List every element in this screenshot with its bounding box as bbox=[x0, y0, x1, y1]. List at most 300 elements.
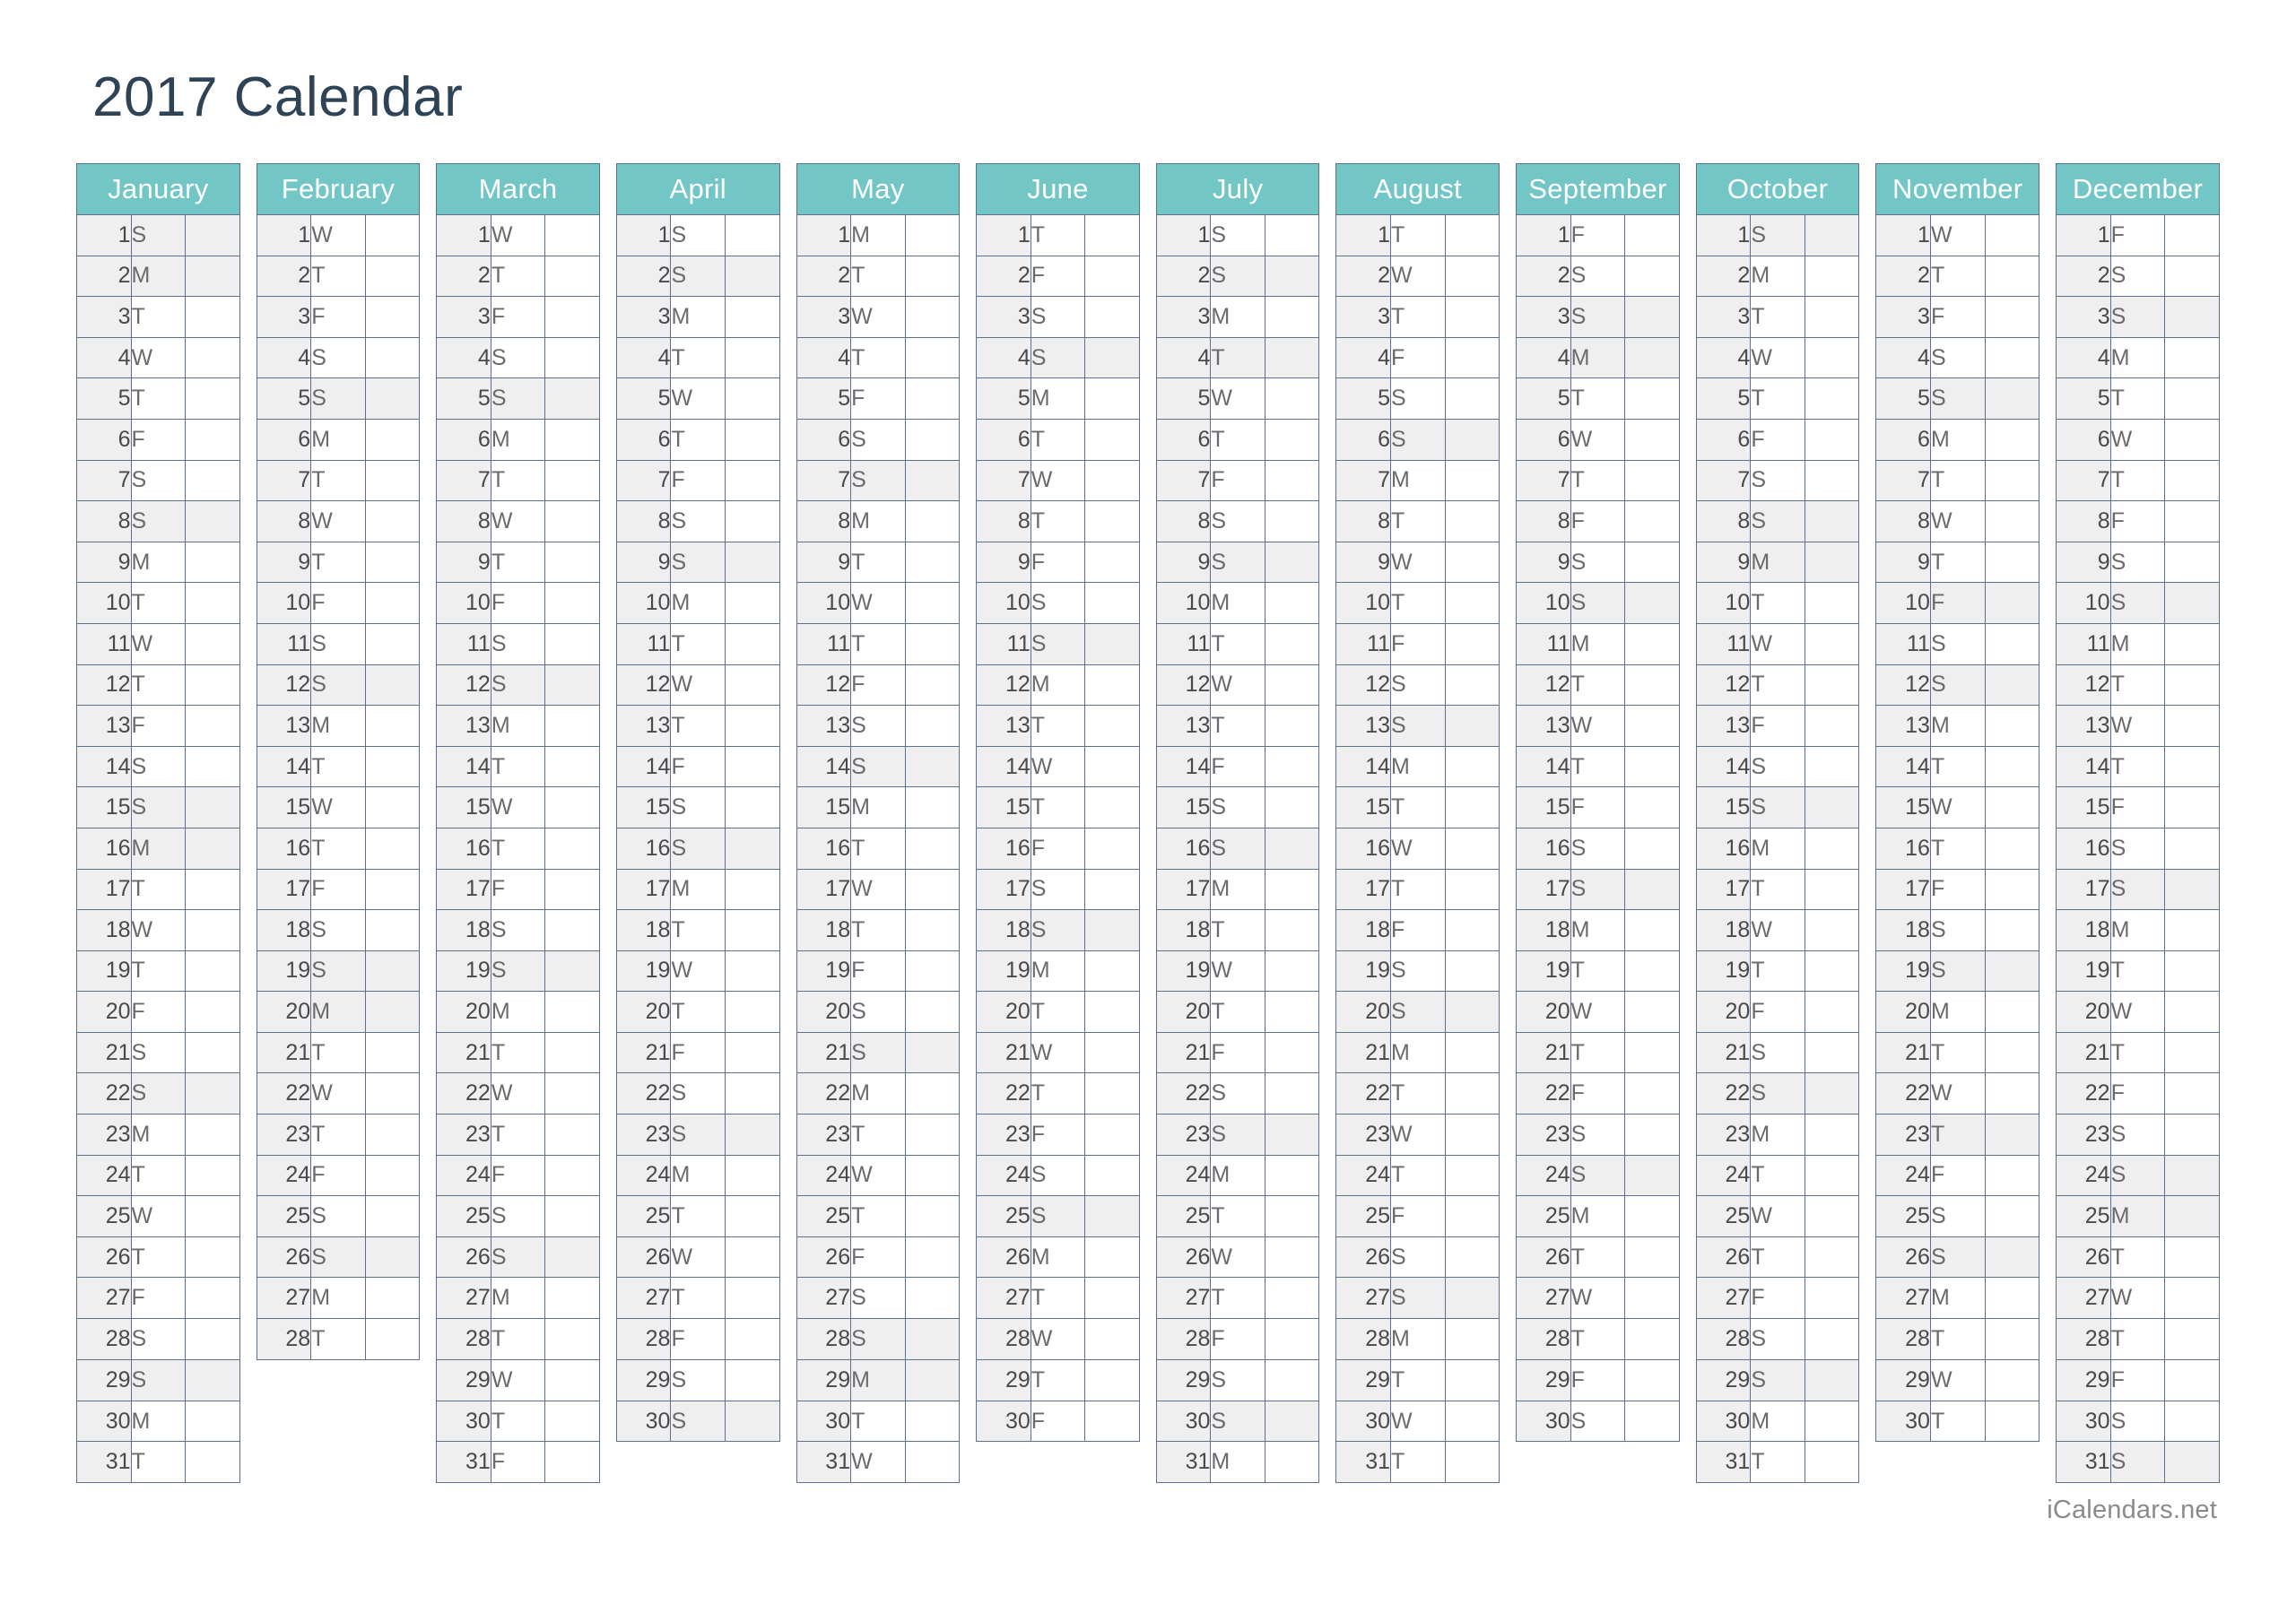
note-cell[interactable] bbox=[545, 1319, 600, 1360]
note-cell[interactable] bbox=[186, 664, 240, 706]
note-cell[interactable] bbox=[905, 950, 960, 992]
note-cell[interactable] bbox=[186, 583, 240, 624]
note-cell[interactable] bbox=[1085, 746, 1140, 787]
note-cell[interactable] bbox=[1085, 501, 1140, 542]
note-cell[interactable] bbox=[1805, 297, 1859, 338]
note-cell[interactable] bbox=[726, 1115, 780, 1156]
note-cell[interactable] bbox=[1265, 746, 1319, 787]
note-cell[interactable] bbox=[2165, 215, 2220, 256]
note-cell[interactable] bbox=[1085, 706, 1140, 747]
note-cell[interactable] bbox=[365, 297, 420, 338]
note-cell[interactable] bbox=[1625, 1032, 1680, 1073]
note-cell[interactable] bbox=[1805, 1401, 1859, 1442]
note-cell[interactable] bbox=[186, 419, 240, 460]
note-cell[interactable] bbox=[1265, 337, 1319, 378]
note-cell[interactable] bbox=[365, 337, 420, 378]
note-cell[interactable] bbox=[2165, 460, 2220, 501]
note-cell[interactable] bbox=[905, 337, 960, 378]
note-cell[interactable] bbox=[1445, 664, 1500, 706]
note-cell[interactable] bbox=[1625, 378, 1680, 420]
note-cell[interactable] bbox=[186, 706, 240, 747]
note-cell[interactable] bbox=[2165, 623, 2220, 664]
note-cell[interactable] bbox=[2165, 1278, 2220, 1319]
note-cell[interactable] bbox=[905, 1401, 960, 1442]
note-cell[interactable] bbox=[1625, 664, 1680, 706]
note-cell[interactable] bbox=[726, 746, 780, 787]
note-cell[interactable] bbox=[1085, 828, 1140, 869]
note-cell[interactable] bbox=[905, 1115, 960, 1156]
note-cell[interactable] bbox=[1985, 746, 2039, 787]
note-cell[interactable] bbox=[545, 664, 600, 706]
note-cell[interactable] bbox=[1625, 1115, 1680, 1156]
note-cell[interactable] bbox=[905, 419, 960, 460]
note-cell[interactable] bbox=[1085, 1359, 1140, 1401]
note-cell[interactable] bbox=[1805, 378, 1859, 420]
note-cell[interactable] bbox=[1625, 1236, 1680, 1278]
note-cell[interactable] bbox=[365, 583, 420, 624]
note-cell[interactable] bbox=[1805, 706, 1859, 747]
note-cell[interactable] bbox=[1085, 1032, 1140, 1073]
note-cell[interactable] bbox=[2165, 419, 2220, 460]
note-cell[interactable] bbox=[1445, 542, 1500, 583]
note-cell[interactable] bbox=[905, 910, 960, 951]
note-cell[interactable] bbox=[1265, 378, 1319, 420]
note-cell[interactable] bbox=[905, 1032, 960, 1073]
note-cell[interactable] bbox=[2165, 992, 2220, 1033]
note-cell[interactable] bbox=[1445, 215, 1500, 256]
note-cell[interactable] bbox=[1085, 297, 1140, 338]
note-cell[interactable] bbox=[1985, 1032, 2039, 1073]
note-cell[interactable] bbox=[1625, 542, 1680, 583]
note-cell[interactable] bbox=[2165, 910, 2220, 951]
note-cell[interactable] bbox=[1085, 1401, 1140, 1442]
note-cell[interactable] bbox=[1625, 1278, 1680, 1319]
note-cell[interactable] bbox=[726, 706, 780, 747]
note-cell[interactable] bbox=[905, 828, 960, 869]
note-cell[interactable] bbox=[726, 787, 780, 828]
note-cell[interactable] bbox=[1805, 1196, 1859, 1237]
note-cell[interactable] bbox=[545, 583, 600, 624]
note-cell[interactable] bbox=[1445, 623, 1500, 664]
note-cell[interactable] bbox=[186, 910, 240, 951]
note-cell[interactable] bbox=[1625, 787, 1680, 828]
note-cell[interactable] bbox=[1265, 542, 1319, 583]
note-cell[interactable] bbox=[365, 501, 420, 542]
note-cell[interactable] bbox=[1625, 623, 1680, 664]
note-cell[interactable] bbox=[1625, 746, 1680, 787]
note-cell[interactable] bbox=[186, 337, 240, 378]
note-cell[interactable] bbox=[726, 1278, 780, 1319]
note-cell[interactable] bbox=[1625, 1319, 1680, 1360]
note-cell[interactable] bbox=[1085, 460, 1140, 501]
note-cell[interactable] bbox=[1085, 992, 1140, 1033]
note-cell[interactable] bbox=[1265, 256, 1319, 297]
note-cell[interactable] bbox=[1265, 583, 1319, 624]
note-cell[interactable] bbox=[1265, 1196, 1319, 1237]
note-cell[interactable] bbox=[545, 828, 600, 869]
note-cell[interactable] bbox=[1445, 1442, 1500, 1483]
note-cell[interactable] bbox=[1445, 460, 1500, 501]
note-cell[interactable] bbox=[365, 378, 420, 420]
note-cell[interactable] bbox=[2165, 869, 2220, 910]
note-cell[interactable] bbox=[1805, 950, 1859, 992]
note-cell[interactable] bbox=[1625, 501, 1680, 542]
note-cell[interactable] bbox=[1805, 1236, 1859, 1278]
note-cell[interactable] bbox=[1445, 256, 1500, 297]
note-cell[interactable] bbox=[726, 1359, 780, 1401]
note-cell[interactable] bbox=[1445, 583, 1500, 624]
note-cell[interactable] bbox=[1805, 542, 1859, 583]
note-cell[interactable] bbox=[1085, 1196, 1140, 1237]
note-cell[interactable] bbox=[726, 583, 780, 624]
note-cell[interactable] bbox=[1805, 1032, 1859, 1073]
note-cell[interactable] bbox=[905, 1442, 960, 1483]
note-cell[interactable] bbox=[1985, 664, 2039, 706]
note-cell[interactable] bbox=[1085, 910, 1140, 951]
note-cell[interactable] bbox=[1445, 992, 1500, 1033]
note-cell[interactable] bbox=[2165, 1319, 2220, 1360]
note-cell[interactable] bbox=[186, 828, 240, 869]
note-cell[interactable] bbox=[545, 460, 600, 501]
note-cell[interactable] bbox=[1265, 1359, 1319, 1401]
note-cell[interactable] bbox=[365, 706, 420, 747]
note-cell[interactable] bbox=[1805, 1442, 1859, 1483]
note-cell[interactable] bbox=[726, 869, 780, 910]
note-cell[interactable] bbox=[1265, 1155, 1319, 1196]
note-cell[interactable] bbox=[726, 910, 780, 951]
note-cell[interactable] bbox=[1445, 1359, 1500, 1401]
note-cell[interactable] bbox=[186, 1319, 240, 1360]
note-cell[interactable] bbox=[365, 1073, 420, 1115]
note-cell[interactable] bbox=[186, 501, 240, 542]
note-cell[interactable] bbox=[1445, 1278, 1500, 1319]
note-cell[interactable] bbox=[365, 623, 420, 664]
note-cell[interactable] bbox=[905, 378, 960, 420]
note-cell[interactable] bbox=[1625, 1359, 1680, 1401]
note-cell[interactable] bbox=[1445, 706, 1500, 747]
note-cell[interactable] bbox=[1985, 297, 2039, 338]
note-cell[interactable] bbox=[186, 1278, 240, 1319]
note-cell[interactable] bbox=[545, 419, 600, 460]
note-cell[interactable] bbox=[545, 950, 600, 992]
note-cell[interactable] bbox=[365, 664, 420, 706]
note-cell[interactable] bbox=[1085, 664, 1140, 706]
note-cell[interactable] bbox=[365, 746, 420, 787]
note-cell[interactable] bbox=[1985, 542, 2039, 583]
note-cell[interactable] bbox=[2165, 664, 2220, 706]
note-cell[interactable] bbox=[365, 950, 420, 992]
note-cell[interactable] bbox=[1805, 746, 1859, 787]
note-cell[interactable] bbox=[905, 1319, 960, 1360]
note-cell[interactable] bbox=[1265, 787, 1319, 828]
note-cell[interactable] bbox=[2165, 1073, 2220, 1115]
note-cell[interactable] bbox=[2165, 297, 2220, 338]
note-cell[interactable] bbox=[545, 1278, 600, 1319]
note-cell[interactable] bbox=[726, 1196, 780, 1237]
note-cell[interactable] bbox=[726, 215, 780, 256]
note-cell[interactable] bbox=[905, 215, 960, 256]
note-cell[interactable] bbox=[1445, 1155, 1500, 1196]
note-cell[interactable] bbox=[1085, 1115, 1140, 1156]
note-cell[interactable] bbox=[186, 1236, 240, 1278]
note-cell[interactable] bbox=[726, 623, 780, 664]
note-cell[interactable] bbox=[365, 542, 420, 583]
note-cell[interactable] bbox=[1805, 828, 1859, 869]
note-cell[interactable] bbox=[186, 542, 240, 583]
note-cell[interactable] bbox=[905, 992, 960, 1033]
note-cell[interactable] bbox=[1445, 297, 1500, 338]
note-cell[interactable] bbox=[365, 256, 420, 297]
note-cell[interactable] bbox=[1265, 460, 1319, 501]
note-cell[interactable] bbox=[1805, 1115, 1859, 1156]
note-cell[interactable] bbox=[1445, 1115, 1500, 1156]
note-cell[interactable] bbox=[1985, 1115, 2039, 1156]
note-cell[interactable] bbox=[365, 1115, 420, 1156]
note-cell[interactable] bbox=[905, 1155, 960, 1196]
note-cell[interactable] bbox=[1085, 1278, 1140, 1319]
note-cell[interactable] bbox=[2165, 1442, 2220, 1483]
note-cell[interactable] bbox=[2165, 746, 2220, 787]
note-cell[interactable] bbox=[1985, 215, 2039, 256]
note-cell[interactable] bbox=[1625, 1155, 1680, 1196]
note-cell[interactable] bbox=[1265, 419, 1319, 460]
note-cell[interactable] bbox=[186, 1073, 240, 1115]
note-cell[interactable] bbox=[1445, 828, 1500, 869]
note-cell[interactable] bbox=[1445, 1236, 1500, 1278]
note-cell[interactable] bbox=[1085, 1155, 1140, 1196]
note-cell[interactable] bbox=[1265, 215, 1319, 256]
note-cell[interactable] bbox=[1805, 1278, 1859, 1319]
note-cell[interactable] bbox=[365, 215, 420, 256]
note-cell[interactable] bbox=[2165, 542, 2220, 583]
note-cell[interactable] bbox=[905, 1196, 960, 1237]
note-cell[interactable] bbox=[365, 1196, 420, 1237]
note-cell[interactable] bbox=[545, 337, 600, 378]
note-cell[interactable] bbox=[1985, 1319, 2039, 1360]
note-cell[interactable] bbox=[1085, 1236, 1140, 1278]
note-cell[interactable] bbox=[1985, 501, 2039, 542]
note-cell[interactable] bbox=[726, 542, 780, 583]
note-cell[interactable] bbox=[1445, 1319, 1500, 1360]
note-cell[interactable] bbox=[726, 297, 780, 338]
note-cell[interactable] bbox=[1085, 787, 1140, 828]
note-cell[interactable] bbox=[1445, 746, 1500, 787]
note-cell[interactable] bbox=[1985, 1196, 2039, 1237]
note-cell[interactable] bbox=[905, 787, 960, 828]
note-cell[interactable] bbox=[1445, 1196, 1500, 1237]
note-cell[interactable] bbox=[2165, 1155, 2220, 1196]
note-cell[interactable] bbox=[545, 746, 600, 787]
note-cell[interactable] bbox=[1985, 623, 2039, 664]
note-cell[interactable] bbox=[1265, 992, 1319, 1033]
note-cell[interactable] bbox=[1445, 1401, 1500, 1442]
note-cell[interactable] bbox=[726, 1319, 780, 1360]
note-cell[interactable] bbox=[365, 419, 420, 460]
note-cell[interactable] bbox=[1085, 1319, 1140, 1360]
note-cell[interactable] bbox=[2165, 1115, 2220, 1156]
note-cell[interactable] bbox=[1085, 1073, 1140, 1115]
note-cell[interactable] bbox=[2165, 787, 2220, 828]
note-cell[interactable] bbox=[1085, 623, 1140, 664]
note-cell[interactable] bbox=[545, 1155, 600, 1196]
note-cell[interactable] bbox=[1265, 869, 1319, 910]
note-cell[interactable] bbox=[1985, 910, 2039, 951]
note-cell[interactable] bbox=[1445, 419, 1500, 460]
note-cell[interactable] bbox=[1625, 869, 1680, 910]
note-cell[interactable] bbox=[726, 664, 780, 706]
note-cell[interactable] bbox=[186, 746, 240, 787]
note-cell[interactable] bbox=[545, 1236, 600, 1278]
note-cell[interactable] bbox=[1805, 256, 1859, 297]
note-cell[interactable] bbox=[1625, 215, 1680, 256]
note-cell[interactable] bbox=[1625, 583, 1680, 624]
note-cell[interactable] bbox=[186, 787, 240, 828]
note-cell[interactable] bbox=[1085, 337, 1140, 378]
note-cell[interactable] bbox=[1805, 460, 1859, 501]
note-cell[interactable] bbox=[905, 1359, 960, 1401]
note-cell[interactable] bbox=[1445, 501, 1500, 542]
note-cell[interactable] bbox=[186, 1196, 240, 1237]
note-cell[interactable] bbox=[186, 256, 240, 297]
note-cell[interactable] bbox=[1625, 1073, 1680, 1115]
note-cell[interactable] bbox=[2165, 501, 2220, 542]
note-cell[interactable] bbox=[1445, 337, 1500, 378]
note-cell[interactable] bbox=[1805, 910, 1859, 951]
note-cell[interactable] bbox=[1625, 256, 1680, 297]
note-cell[interactable] bbox=[1985, 419, 2039, 460]
note-cell[interactable] bbox=[186, 1359, 240, 1401]
note-cell[interactable] bbox=[545, 992, 600, 1033]
note-cell[interactable] bbox=[365, 1032, 420, 1073]
note-cell[interactable] bbox=[545, 1196, 600, 1237]
note-cell[interactable] bbox=[1625, 1196, 1680, 1237]
note-cell[interactable] bbox=[545, 787, 600, 828]
note-cell[interactable] bbox=[365, 828, 420, 869]
note-cell[interactable] bbox=[2165, 256, 2220, 297]
note-cell[interactable] bbox=[726, 1155, 780, 1196]
note-cell[interactable] bbox=[1805, 992, 1859, 1033]
note-cell[interactable] bbox=[1985, 337, 2039, 378]
note-cell[interactable] bbox=[1265, 623, 1319, 664]
note-cell[interactable] bbox=[1265, 950, 1319, 992]
note-cell[interactable] bbox=[726, 460, 780, 501]
note-cell[interactable] bbox=[545, 501, 600, 542]
note-cell[interactable] bbox=[186, 378, 240, 420]
note-cell[interactable] bbox=[1445, 869, 1500, 910]
note-cell[interactable] bbox=[186, 1401, 240, 1442]
note-cell[interactable] bbox=[1265, 1236, 1319, 1278]
note-cell[interactable] bbox=[1625, 419, 1680, 460]
note-cell[interactable] bbox=[545, 706, 600, 747]
note-cell[interactable] bbox=[1985, 1155, 2039, 1196]
note-cell[interactable] bbox=[726, 501, 780, 542]
note-cell[interactable] bbox=[726, 1032, 780, 1073]
note-cell[interactable] bbox=[186, 1032, 240, 1073]
note-cell[interactable] bbox=[1085, 542, 1140, 583]
note-cell[interactable] bbox=[1265, 1319, 1319, 1360]
note-cell[interactable] bbox=[905, 583, 960, 624]
note-cell[interactable] bbox=[545, 1359, 600, 1401]
note-cell[interactable] bbox=[1445, 1032, 1500, 1073]
note-cell[interactable] bbox=[545, 623, 600, 664]
note-cell[interactable] bbox=[1085, 256, 1140, 297]
note-cell[interactable] bbox=[186, 992, 240, 1033]
note-cell[interactable] bbox=[1805, 419, 1859, 460]
note-cell[interactable] bbox=[905, 501, 960, 542]
note-cell[interactable] bbox=[545, 1032, 600, 1073]
note-cell[interactable] bbox=[1985, 787, 2039, 828]
note-cell[interactable] bbox=[1805, 623, 1859, 664]
note-cell[interactable] bbox=[365, 1278, 420, 1319]
note-cell[interactable] bbox=[186, 1115, 240, 1156]
note-cell[interactable] bbox=[1625, 297, 1680, 338]
note-cell[interactable] bbox=[1265, 828, 1319, 869]
note-cell[interactable] bbox=[1985, 828, 2039, 869]
note-cell[interactable] bbox=[1265, 1278, 1319, 1319]
note-cell[interactable] bbox=[1625, 337, 1680, 378]
note-cell[interactable] bbox=[1805, 501, 1859, 542]
note-cell[interactable] bbox=[1265, 1073, 1319, 1115]
note-cell[interactable] bbox=[1265, 1401, 1319, 1442]
note-cell[interactable] bbox=[186, 1442, 240, 1483]
note-cell[interactable] bbox=[1985, 378, 2039, 420]
note-cell[interactable] bbox=[1985, 256, 2039, 297]
note-cell[interactable] bbox=[186, 950, 240, 992]
note-cell[interactable] bbox=[905, 623, 960, 664]
note-cell[interactable] bbox=[1445, 378, 1500, 420]
note-cell[interactable] bbox=[1265, 1115, 1319, 1156]
note-cell[interactable] bbox=[726, 992, 780, 1033]
note-cell[interactable] bbox=[1085, 419, 1140, 460]
note-cell[interactable] bbox=[1625, 910, 1680, 951]
note-cell[interactable] bbox=[1445, 910, 1500, 951]
note-cell[interactable] bbox=[186, 460, 240, 501]
note-cell[interactable] bbox=[2165, 337, 2220, 378]
note-cell[interactable] bbox=[726, 1401, 780, 1442]
note-cell[interactable] bbox=[1265, 706, 1319, 747]
note-cell[interactable] bbox=[1085, 378, 1140, 420]
note-cell[interactable] bbox=[1985, 992, 2039, 1033]
note-cell[interactable] bbox=[1265, 664, 1319, 706]
note-cell[interactable] bbox=[1805, 664, 1859, 706]
note-cell[interactable] bbox=[1985, 950, 2039, 992]
note-cell[interactable] bbox=[1985, 1278, 2039, 1319]
note-cell[interactable] bbox=[365, 910, 420, 951]
note-cell[interactable] bbox=[1985, 706, 2039, 747]
note-cell[interactable] bbox=[1445, 787, 1500, 828]
note-cell[interactable] bbox=[365, 992, 420, 1033]
note-cell[interactable] bbox=[905, 297, 960, 338]
note-cell[interactable] bbox=[186, 215, 240, 256]
note-cell[interactable] bbox=[1805, 787, 1859, 828]
note-cell[interactable] bbox=[1985, 1073, 2039, 1115]
note-cell[interactable] bbox=[1625, 706, 1680, 747]
note-cell[interactable] bbox=[1985, 460, 2039, 501]
note-cell[interactable] bbox=[545, 1115, 600, 1156]
note-cell[interactable] bbox=[726, 1073, 780, 1115]
note-cell[interactable] bbox=[1805, 583, 1859, 624]
note-cell[interactable] bbox=[1985, 583, 2039, 624]
note-cell[interactable] bbox=[905, 706, 960, 747]
note-cell[interactable] bbox=[905, 664, 960, 706]
note-cell[interactable] bbox=[726, 337, 780, 378]
note-cell[interactable] bbox=[545, 297, 600, 338]
note-cell[interactable] bbox=[1985, 1401, 2039, 1442]
note-cell[interactable] bbox=[365, 1319, 420, 1360]
note-cell[interactable] bbox=[2165, 706, 2220, 747]
note-cell[interactable] bbox=[1625, 828, 1680, 869]
note-cell[interactable] bbox=[1805, 869, 1859, 910]
